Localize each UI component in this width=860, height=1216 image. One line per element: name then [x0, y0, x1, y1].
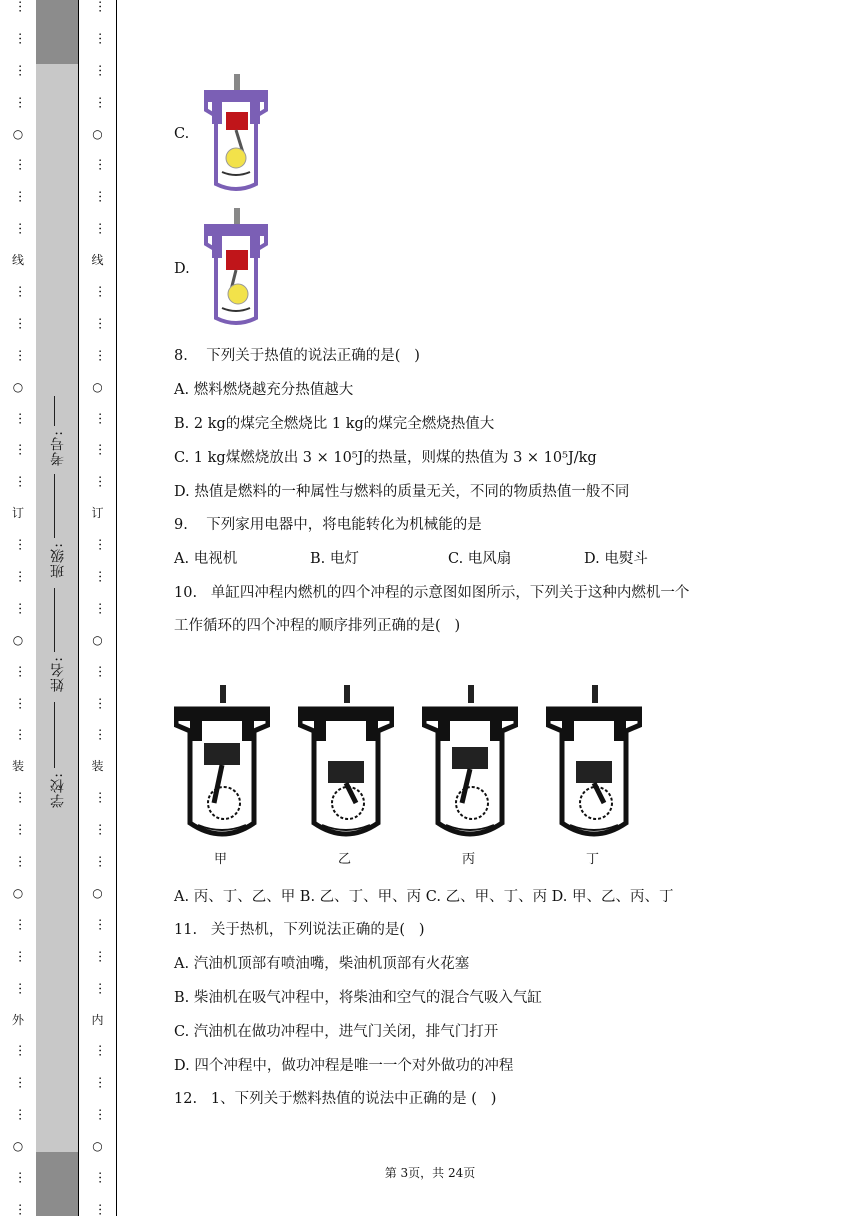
binding-mark: ○ [92, 885, 103, 900]
q12-stem: 12. 1、下列关于燃料热值的说法中正确的是 ( ) [174, 1091, 497, 1107]
binding-mark: … [89, 664, 105, 678]
binding-mark: … [89, 63, 105, 77]
binding-mark: … [10, 949, 25, 963]
binding-mark: … [10, 190, 25, 204]
binding-mark: … [10, 1108, 25, 1122]
q8-option-d[interactable]: D. 热值是燃料的一种属性与燃料的质量无关，不同的物质热值一般不同 [174, 484, 630, 500]
binding-mark: … [89, 917, 105, 931]
binding-mark: … [10, 917, 25, 931]
binding-mark: ○ [92, 379, 103, 394]
binding-mark: … [10, 855, 25, 869]
binding-mark: … [89, 158, 105, 172]
binding-mark: … [10, 411, 25, 425]
binding-mark: … [89, 31, 105, 45]
class-label: 班级: [50, 542, 66, 578]
binding-mark: … [89, 443, 105, 457]
binding-mark: … [10, 601, 25, 615]
class-blank[interactable] [54, 474, 55, 538]
binding-mark: ○ [12, 126, 24, 141]
school-label: 学校: [50, 772, 66, 808]
binding-mark: … [89, 1108, 105, 1122]
q11-option-a[interactable]: A. 汽油机顶部有喷油嘴，柴油机顶部有火花塞 [174, 956, 470, 972]
binding-mark: … [10, 1044, 25, 1058]
exam-no-label: 考号: [50, 430, 66, 466]
binding-mark: … [89, 0, 105, 13]
binding-mark: 订 [11, 506, 24, 521]
binding-mark: … [89, 981, 105, 995]
binding-mark: ○ [92, 632, 103, 647]
binding-mark: … [10, 316, 25, 330]
binding-mark: ○ [92, 1139, 103, 1154]
outer-cut-line [0, 0, 36, 1216]
q8-option-c[interactable]: C. 1 kg煤燃烧放出 3 × 10⁵J的热量，则煤的热值为 3 × 10⁵J/kg [174, 450, 597, 466]
engine-caption-2: 丙 [462, 852, 476, 867]
binding-mark: … [89, 696, 105, 710]
binding-mark: … [10, 981, 25, 995]
q9-option-c[interactable]: C. 电风扇 [448, 551, 512, 567]
binding-mark: … [10, 696, 25, 710]
binding-mark: … [10, 348, 25, 362]
binding-mark: ○ [12, 379, 24, 394]
q10-stem-line1: 10. 单缸四冲程内燃机的四个冲程的示意图如图所示，下列关于这种内燃机一个 [174, 585, 690, 601]
q7-option-d-label[interactable]: D. [174, 261, 190, 277]
binding-mark: ○ [12, 885, 24, 900]
binding-mark: … [10, 664, 25, 678]
binding-mark: … [89, 728, 105, 742]
q9-stem: 9. 下列家用电器中，将电能转化为机械能的是 [174, 517, 482, 533]
binding-mark: … [89, 791, 105, 805]
binding-mark: … [10, 728, 25, 742]
binding-mark: ○ [12, 632, 24, 647]
engine-diagram-3 [546, 685, 642, 845]
binding-mark: … [10, 475, 25, 489]
binding-mark: … [89, 601, 105, 615]
binding-mark: … [89, 1044, 105, 1058]
binding-mark: … [10, 1076, 25, 1090]
q11-option-b[interactable]: B. 柴油机在吸气冲程中，将柴油和空气的混合气吸入气缸 [174, 990, 542, 1006]
binding-mark: … [89, 285, 105, 299]
binding-mark: … [89, 348, 105, 362]
engine-caption-3: 丁 [586, 852, 600, 867]
binding-mark: … [10, 95, 25, 109]
q11-stem: 11. 关于热机，下列说法正确的是( ) [174, 922, 425, 938]
binding-mark: … [10, 570, 25, 584]
binding-mark: … [10, 443, 25, 457]
q8-option-b[interactable]: B. 2 kg的煤完全燃烧比 1 kg的煤完全燃烧热值大 [174, 416, 495, 432]
binding-mark: … [10, 1170, 25, 1184]
engine-caption-0: 甲 [214, 852, 228, 867]
binding-mark: 内 [91, 1012, 104, 1027]
binding-mark: … [89, 570, 105, 584]
binding-mark: … [10, 285, 25, 299]
binding-strip-outer [0, 0, 37, 1216]
name-blank[interactable] [54, 588, 55, 652]
q11-option-c[interactable]: C. 汽油机在做功冲程中，进气门关闭，排气门打开 [174, 1024, 499, 1040]
binding-mark: … [89, 949, 105, 963]
binding-mark: … [89, 538, 105, 552]
q8-option-a[interactable]: A. 燃料燃烧越充分热值越大 [174, 382, 354, 398]
binding-mark: 线 [11, 253, 24, 268]
engine-diagram-2 [422, 685, 518, 845]
binding-mark: … [10, 158, 25, 172]
q7-option-c-label[interactable]: C. [174, 126, 190, 142]
q8-stem: 8. 下列关于热值的说法正确的是( ) [174, 348, 420, 364]
binding-mark: ○ [92, 126, 103, 141]
school-blank[interactable] [54, 702, 55, 768]
name-label: 姓名: [50, 656, 66, 692]
binding-mark: … [10, 538, 25, 552]
binding-mark: … [89, 823, 105, 837]
binding-mark: … [89, 475, 105, 489]
binding-mark: … [10, 31, 25, 45]
binding-mark: … [10, 0, 25, 13]
page-footer: 第 3页，共 24页 [384, 1166, 476, 1180]
binding-mark: 外 [11, 1012, 24, 1027]
inner-cut-line [79, 0, 116, 1216]
binding-mark: … [89, 222, 105, 236]
q9-option-a[interactable]: A. 电视机 [174, 551, 238, 567]
engine-caption-1: 乙 [338, 852, 352, 867]
q10-stem-line2: 工作循环的四个冲程的顺序排列正确的是( ) [174, 618, 461, 634]
binding-info-strip [36, 0, 78, 1216]
exam-no-blank[interactable] [54, 396, 55, 426]
binding-mark: … [89, 855, 105, 869]
binding-mark: 订 [91, 506, 104, 521]
q7-option-c-engine-diagram [198, 72, 274, 194]
q9-option-d[interactable]: D. 电熨斗 [584, 551, 648, 567]
binding-mark: … [89, 1202, 105, 1216]
binding-mark: … [10, 222, 25, 236]
binding-mark: … [10, 823, 25, 837]
engine-diagram-1 [298, 685, 394, 845]
binding-mark: 装 [91, 759, 104, 774]
binding-mark: 线 [91, 253, 104, 268]
q7-option-d-engine-diagram [198, 206, 274, 328]
binding-mark: 装 [11, 759, 24, 774]
binding-mark: … [10, 1202, 25, 1216]
binding-mark: … [89, 190, 105, 204]
binding-mark: … [10, 63, 25, 77]
binding-mark: … [89, 1076, 105, 1090]
binding-mark: … [10, 791, 25, 805]
binding-strip-inner [78, 0, 117, 1216]
engine-diagram-0 [174, 685, 270, 845]
q9-option-b[interactable]: B. 电灯 [310, 551, 359, 567]
binding-mark: … [89, 411, 105, 425]
binding-mark: … [89, 95, 105, 109]
binding-mark: ○ [12, 1139, 24, 1154]
q11-option-d[interactable]: D. 四个冲程中，做功冲程是唯一一个对外做功的冲程 [174, 1058, 514, 1074]
q10-options[interactable]: A. 丙、丁、乙、甲 B. 乙、丁、甲、丙 C. 乙、甲、丁、丙 D. 甲、乙、丙、丁 [174, 889, 674, 905]
binding-mark: … [89, 1170, 105, 1184]
binding-mark: … [89, 316, 105, 330]
